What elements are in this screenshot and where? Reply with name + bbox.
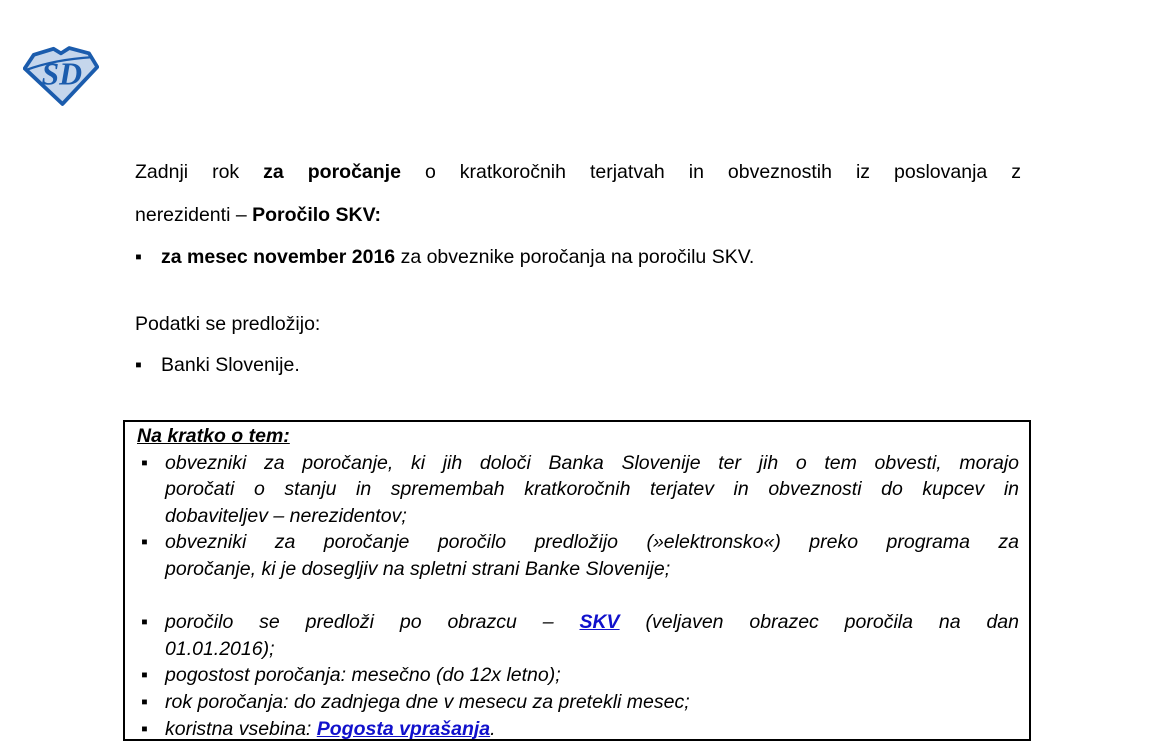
info-box-heading: Na kratko o tem:: [137, 425, 290, 447]
intro-bold-text: Poročilo SKV:: [252, 204, 382, 226]
square-bullet-icon: ▪: [141, 611, 148, 634]
square-bullet-icon: ▪: [141, 664, 148, 687]
list-item-koristna-vsebina: [137, 716, 1019, 743]
text-line: obvezniki za poročanje, ki jih določi Banka Slovenije ter jih o tem obvesti, morajo: [165, 451, 1019, 474]
intro-line-2: [135, 194, 1021, 237]
text-line: obvezniki za poročanje poročilo predložijo (»elektronsko«) preko programa za: [165, 531, 1019, 554]
obrazec-text: poročilo se predloži po obrazcu –: [165, 611, 580, 634]
square-bullet-icon: ▪: [135, 246, 142, 268]
info-box: [123, 420, 1031, 741]
square-bullet-icon: ▪: [141, 451, 148, 474]
list-item-obrazec-skv: [137, 609, 1019, 662]
square-bullet-icon: ▪: [141, 717, 148, 740]
list-item-text: [165, 716, 1019, 743]
square-bullet-icon: ▪: [141, 531, 148, 554]
text-line: poročanje, ki je dosegljiv na spletni strani Banke Slovenije;: [165, 557, 671, 580]
text-line: poročati o stanju in spremembah kratkoročnih terjatev in obveznosti do kupcev in: [165, 478, 1019, 501]
intro-paragraph: [135, 151, 1021, 237]
intro-bold-text: za poročanje: [263, 161, 401, 183]
square-bullet-icon: ▪: [135, 354, 142, 376]
text-line: dobaviteljev – nerezidentov;: [165, 504, 407, 527]
text-line: 01.01.2016);: [165, 637, 275, 660]
shield-icon: [23, 45, 99, 107]
deadline-bold-text: za mesec november 2016: [161, 246, 396, 268]
text-line: [165, 609, 1019, 636]
list-item-text: [165, 609, 1019, 662]
list-item-banki-slovenije: [135, 353, 1021, 377]
svg-text:SD: SD: [41, 56, 83, 92]
intro-text: Zadnji rok: [135, 161, 264, 183]
list-item-text: Banki Slovenije.: [161, 354, 300, 376]
list-item-text: pogostost poročanja: mesečno (do 12x letno);: [165, 664, 561, 687]
deadline-text: za obveznike poročanja na poročilu SKV.: [395, 246, 755, 268]
skv-link[interactable]: SKV: [579, 611, 620, 634]
list-item-text: [161, 245, 1021, 269]
list-item-rok-porocanja: [137, 689, 1019, 716]
koristna-text: .: [490, 717, 496, 740]
list-item-obvezniki-obvesti: [137, 450, 1019, 530]
blank-line: [137, 583, 1019, 610]
intro-line-1: [135, 151, 1021, 194]
pogosta-vprasanja-link[interactable]: Pogosta vprašanja: [316, 717, 491, 740]
list-item-text: rok poročanja: do zadnjega dne v mesecu za pretekli mesec;: [165, 690, 690, 713]
list-item-november-deadline: [135, 245, 1021, 269]
podatki-heading: Podatki se predložijo:: [135, 313, 321, 335]
intro-text: o kratkoročnih terjatvah in obveznostih iz poslovanja z: [400, 161, 1021, 183]
koristna-text: koristna vsebina:: [165, 717, 317, 740]
sd-logo: [23, 45, 99, 107]
obrazec-text: (veljaven obrazec poročila na dan: [619, 611, 1019, 634]
list-item-elektronsko-porocanje: [137, 529, 1019, 582]
list-item-text: [165, 450, 1019, 530]
intro-text: nerezidenti –: [135, 204, 253, 226]
list-item-text: [165, 529, 1019, 582]
square-bullet-icon: ▪: [141, 690, 148, 713]
list-item-pogostost: [137, 662, 1019, 689]
